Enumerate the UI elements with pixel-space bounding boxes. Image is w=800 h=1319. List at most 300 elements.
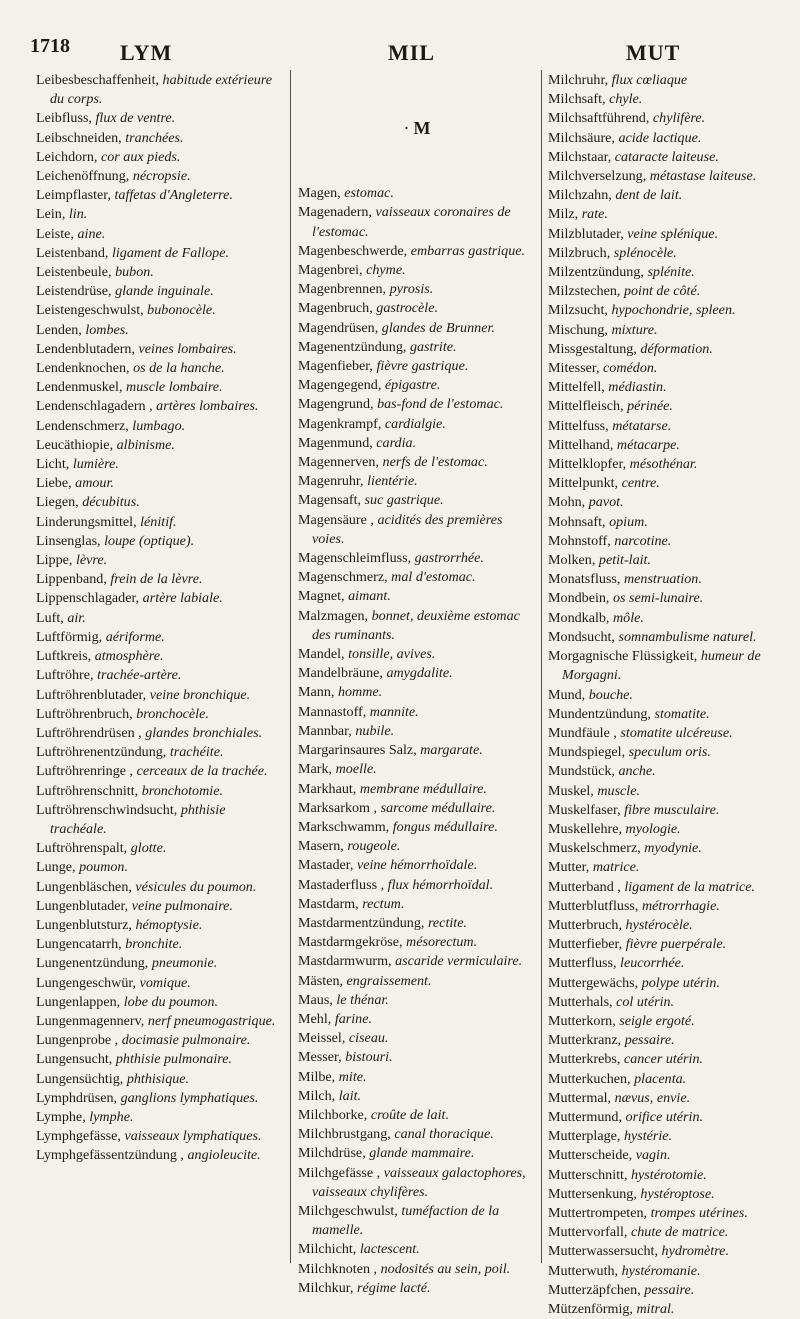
entry-term: Magenbrennen, [298,281,387,298]
entry-term: Mastdarmwurm, [298,953,392,970]
entry-term: Marksarkom , [298,799,378,816]
entry-definition: atmosphère. [94,648,164,665]
entry-term: Mutterscheide, [548,1147,633,1164]
dictionary-entry [298,453,536,472]
column-divider [541,70,542,1263]
entry-term: Milzstechen, [548,283,621,300]
entry-term: Leibschneiden, [36,129,122,146]
entry-term: Mohnsaft, [548,513,606,530]
entry-definition: os semi-lunaire. [613,590,704,607]
entry-definition: homme. [337,684,383,701]
entry-definition: acidités des premières voies. [312,511,503,547]
entry-definition: épigastre. [384,377,441,394]
dictionary-entry [548,820,788,839]
entry-term: Leistendrüse, [36,283,112,300]
entry-term: Leistengeschwulst, [36,302,144,319]
dictionary-entry [548,167,788,186]
entry-term: Morgagnische Flüssigkeit, [548,648,698,665]
dictionary-entry [548,628,788,647]
dictionary-entry [298,587,536,606]
dictionary-entry [298,703,536,722]
entry-definition: comédon. [603,360,658,377]
entry-definition: glande mammaire. [369,1145,475,1162]
entry-definition: canal thoracique. [394,1126,494,1143]
entry-term: Lein, [36,206,66,223]
entry-term: Mutterkuchen, [548,1070,631,1087]
dictionary-entry [36,436,284,455]
dictionary-entry [548,686,788,705]
dictionary-entry [36,878,284,897]
entry-definition: fièvre puerpérale. [625,936,727,953]
dictionary-entry [36,321,284,340]
entry-term: Mandelbräune, [298,665,383,682]
entry-term: Magenruhr, [298,473,364,490]
entry-term: Mittelfell, [548,379,605,396]
entry-definition: mésothénar. [629,456,698,473]
entry-definition: chyle. [609,91,643,108]
dictionary-entry [298,645,536,664]
entry-term: Markschwamm, [298,818,390,835]
entry-definition: trompes utérines. [650,1204,748,1221]
entry-term: Milchdrüse, [298,1145,366,1162]
dictionary-entry [548,993,788,1012]
entry-definition: lactescent. [359,1241,420,1258]
entry-term: Leichenöffnung, [36,168,130,185]
dictionary-entry [548,417,788,436]
dictionary-entry [36,705,284,724]
entry-definition: métrorrhagie. [641,897,720,914]
entry-definition: bouche. [588,686,633,703]
dictionary-entry [548,129,788,148]
entry-term: Lippe, [36,552,73,569]
entry-definition: embarras gastrique. [410,242,526,259]
entry-definition: lymphe. [89,1108,134,1125]
entry-term: Mastader, [298,857,354,874]
entry-term: Leimpflaster, [36,187,111,204]
entry-term: Markhaut, [298,780,357,797]
entry-term: Muttertrompeten, [548,1204,648,1221]
column-right [548,71,788,1319]
entry-term: Mittelfleisch, [548,398,624,415]
entry-definition: ligament de Fallope. [111,244,229,261]
entry-definition: veine splénique. [627,225,719,242]
entry-definition: bronchite. [125,936,183,953]
dictionary-entry [548,801,788,820]
running-head-left: LYM [120,40,173,65]
entry-term: Milchgefässe , [298,1164,381,1181]
dictionary-entry [298,933,536,952]
entry-term: Mutterwassersucht, [548,1243,658,1260]
dictionary-entry [548,647,788,685]
dictionary-entry [298,818,536,837]
entry-definition: nerfs de l'estomac. [382,454,488,471]
entry-definition: mal d'estomac. [391,569,476,586]
entry-definition: seigle ergoté. [619,1012,695,1029]
entry-term: Lungencatarrh, [36,936,122,953]
dictionary-entry [548,839,788,858]
dictionary-entry [548,762,788,781]
entry-term: Milchknoten , [298,1260,378,1277]
entry-definition: cardia. [376,434,417,451]
dictionary-entry [298,184,536,203]
entry-definition: gastrocèle. [376,300,438,317]
entry-definition: hydromètre. [661,1243,729,1260]
dictionary-entry [36,1146,284,1165]
column-left [36,71,284,1166]
entry-term: Lendenschmerz, [36,417,129,434]
entry-term: Mundentzündung, [548,705,651,722]
entry-definition: acide lactique. [618,129,702,146]
dictionary-entry [298,1125,536,1144]
dictionary-entry [36,263,284,282]
dictionary-entry [548,109,788,128]
entry-term: Lymphgefässentzündung , [36,1147,184,1164]
page-number: 1718 [30,35,70,57]
entry-term: Messer, [298,1049,342,1066]
entry-term: Milbe, [298,1068,336,1085]
entry-definition: cancer utérin. [623,1051,704,1068]
entry-term: Milchverselzung, [548,168,647,185]
dictionary-entry [36,1127,284,1146]
column-middle [298,71,536,1298]
dictionary-entry [548,1108,788,1127]
entry-definition: lait. [338,1087,362,1104]
entry-term: Milchruhr, [548,72,609,88]
entry-term: Milchbrustgang, [298,1126,391,1143]
entry-definition: os de la hanche. [133,360,225,377]
entry-definition: môle. [613,609,644,626]
entry-definition: vagin. [635,1147,671,1164]
entry-definition: sarcome médullaire. [380,799,496,816]
entry-definition: mitral. [636,1301,675,1317]
dictionary-entry [548,878,788,897]
entry-term: Mittelpunkt, [548,475,619,492]
dictionary-entry [548,71,788,90]
entry-term: Milchborke, [298,1106,368,1123]
dictionary-entry [298,1029,536,1048]
entry-definition: glande inguinale. [115,283,214,300]
dictionary-entry [36,455,284,474]
dictionary-entry [298,511,536,549]
entry-definition: lombes. [85,321,129,338]
dictionary-entry [36,129,284,148]
entry-definition: lumbago. [132,417,186,434]
entry-term: Liegen, [36,494,79,511]
entry-definition: cataracte laiteuse. [614,148,719,165]
entry-definition: aériforme. [105,628,165,645]
entry-term: Mitesser, [548,360,600,377]
entry-definition: farine. [334,1010,373,1027]
entry-term: Muttervorfall, [548,1224,628,1241]
entry-term: Magenbrei, [298,262,363,279]
dictionary-entry [548,455,788,474]
dictionary-entry [548,1204,788,1223]
dictionary-entry [548,1281,788,1300]
entry-term: Licht, [36,456,70,473]
entry-definition: splénocèle. [613,244,677,261]
entry-term: Masern, [298,838,344,855]
entry-definition: polype utérin. [641,974,720,991]
entry-definition: vaisseaux lymphatiques. [124,1128,262,1145]
entry-definition: médiastin. [608,379,667,396]
dictionary-entry [298,299,536,318]
entry-definition: veine hémorrhoïdale. [356,857,478,874]
entry-definition: air. [67,609,86,626]
dictionary-entry [298,1010,536,1029]
entry-term: Milchsaft, [548,91,606,108]
dictionary-entry [548,1262,788,1281]
entry-term: Luft, [36,609,64,626]
entry-term: Luftkreis, [36,648,92,665]
entry-definition: mixture. [611,321,658,338]
entry-term: Muskelfaser, [548,801,621,818]
entry-term: Magenentzündung, [298,338,407,355]
entry-term: Leistenbeule, [36,264,112,281]
dictionary-entry [36,109,284,128]
entry-term: Milchzahn, [548,187,612,204]
entry-term: Mund, [548,686,586,703]
entry-definition: nubile. [355,722,395,739]
entry-definition: cor aux pieds. [100,148,181,165]
entry-definition: veines lombaires. [138,340,237,357]
dictionary-entry [298,1260,536,1279]
entry-definition: nerf pneumogastrique. [147,1012,276,1029]
entry-term: Luftröhrenbruch, [36,705,133,722]
entry-term: Mohn, [548,494,586,511]
dictionary-entry [298,1144,536,1163]
entry-definition: fongus médullaire. [392,818,498,835]
entry-term: Mundfäule , [548,724,617,741]
entry-term: Lungensüchtig, [36,1070,124,1087]
dictionary-entry [36,186,284,205]
entry-definition: nécropsie. [132,168,191,185]
entry-definition: mésorectum. [406,934,478,951]
dictionary-entry [36,858,284,877]
entry-definition: tonsille, avives. [348,646,436,663]
entry-term: Milch, [298,1087,336,1104]
entry-term: Maus, [298,991,333,1008]
entry-term: Leibfluss, [36,110,92,127]
dictionary-entry [548,1127,788,1146]
dictionary-entry [548,1166,788,1185]
dictionary-entry [548,1185,788,1204]
entry-definition: régime lacté. [356,1279,431,1296]
dictionary-entry [298,242,536,261]
entry-term: Mittelhand, [548,436,614,453]
entry-term: Molken, [548,552,596,569]
entry-definition: aimant. [348,588,391,605]
entry-definition: flux cœliaque [611,72,688,88]
entry-term: Muttermal, [548,1089,612,1106]
entry-definition: margarate. [420,742,483,759]
entry-term: Mastdarmgekröse, [298,934,403,951]
dictionary-entry [548,513,788,532]
dictionary-entry [548,1300,788,1319]
dictionary-entry [36,551,284,570]
dictionary-entry [298,395,536,414]
entry-definition: pessaire. [624,1032,675,1049]
entry-definition: rectite. [427,914,467,931]
entry-term: Milchicht, [298,1241,357,1258]
entry-definition: tranchées. [125,129,184,146]
dictionary-entry [298,568,536,587]
entry-definition: glandes bronchiales. [145,724,263,741]
dictionary-entry [36,743,284,762]
entry-definition: nodosités au sein, poil. [380,1260,511,1277]
entry-term: Luftröhrendrüsen , [36,724,142,741]
dictionary-entry [548,436,788,455]
entry-definition: engraissement. [346,972,432,989]
entry-definition: lobe du poumon. [123,993,219,1010]
entry-term: Lungenblutader, [36,897,129,914]
dictionary-entry [548,186,788,205]
entry-term: Mundstück, [548,763,615,780]
entry-term: Mehl, [298,1010,332,1027]
dictionary-entry [548,743,788,762]
entry-definition: stomatite. [654,705,710,722]
entry-definition: trachée-artère. [97,667,182,684]
entry-term: Magengegend, [298,377,382,394]
dictionary-entry [298,1279,536,1298]
entry-term: Lungenlappen, [36,993,121,1010]
entry-term: Mutterschnitt, [548,1166,628,1183]
dictionary-entry [298,1048,536,1067]
dictionary-entry [36,686,284,705]
running-head-right: MUT [626,40,681,65]
entry-term: Milzblutader, [548,225,624,242]
entry-definition: membrane médullaire. [359,780,487,797]
entry-definition: muscle lombaire. [126,379,223,396]
entry-definition: cardialgie. [384,415,446,432]
entry-term: Muskel, [548,782,594,799]
entry-definition: dent de lait. [615,187,683,204]
dictionary-entry [298,1068,536,1087]
entry-definition: hystérotomie. [631,1166,707,1183]
entry-definition: bubonocèle. [147,302,216,319]
dictionary-entry [36,724,284,743]
entry-definition: lèvre. [75,552,108,569]
entry-term: Magenmund, [298,434,373,451]
entry-term: Leucäthiopie, [36,436,114,453]
entry-definition: lumière. [72,456,119,473]
entry-term: Mannbar, [298,722,352,739]
entry-term: Mutterbruch, [548,916,622,933]
entry-term: Leiste, [36,225,74,242]
entry-term: Magengrund, [298,396,374,413]
dictionary-entry [298,549,536,568]
dictionary-entry [36,359,284,378]
entry-term: Milchgeschwulst, [298,1202,398,1219]
dictionary-entry [548,1031,788,1050]
entry-term: Lungengeschwür, [36,974,137,991]
entry-term: Luftröhrenspalt, [36,840,128,857]
entry-term: Milchkur, [298,1279,354,1296]
dictionary-entry [298,434,536,453]
column-divider [290,70,291,1263]
dictionary-entry [548,378,788,397]
entry-definition: humeur de Morgagni. [562,648,761,684]
dictionary-entry [36,1012,284,1031]
entry-term: Magnet, [298,588,345,605]
entry-definition: pneumonie. [151,955,218,972]
entry-term: Mützenförmig, [548,1301,633,1317]
dictionary-entry [298,914,536,933]
entry-term: Lungenmagennerv, [36,1012,145,1029]
dictionary-entry [298,760,536,779]
entry-term: Mittelklopfer, [548,456,627,473]
entry-definition: orifice utérin. [625,1108,704,1125]
dictionary-entry [36,301,284,320]
entry-term: Lymphe, [36,1108,86,1125]
entry-definition: pyrosis. [389,281,434,298]
dictionary-entry [298,683,536,702]
dictionary-entry [36,1031,284,1050]
entry-definition: matrice. [592,859,640,876]
entry-definition: bonnet, deuxième estomac des ruminants. [312,607,520,643]
entry-definition: chylifère. [652,110,706,127]
dictionary-entry [298,261,536,280]
entry-term: Mutterhals, [548,993,613,1010]
entry-definition: poumon. [79,859,128,876]
dictionary-entry [36,762,284,781]
entry-definition: bronchocèle. [136,705,209,722]
entry-term: Missgestaltung, [548,340,637,357]
dictionary-entry [36,1089,284,1108]
entry-definition: hystérocèle. [625,916,693,933]
dictionary-entry [36,1070,284,1089]
entry-definition: placenta. [634,1070,687,1087]
dictionary-entry [298,856,536,875]
entry-definition: hystéromanie. [621,1262,701,1279]
entry-term: Mondkalb, [548,609,610,626]
entry-definition: narcotine. [614,532,672,549]
dictionary-entry [36,954,284,973]
entry-term: Luftförmig, [36,628,103,645]
entry-definition: petit-lait. [598,552,651,569]
entry-term: Magensäure , [298,511,374,528]
entry-definition: hypochondrie, spleen. [611,302,736,319]
entry-definition: menstruation. [623,571,702,588]
dictionary-entry [548,935,788,954]
dictionary-entry [298,991,536,1010]
entry-term: Mischung, [548,321,608,338]
entry-term: Lymphgefässe, [36,1128,121,1145]
entry-definition: speculum oris. [628,744,711,761]
dictionary-entry [298,1202,536,1240]
entry-definition: décubitus. [82,494,140,511]
dictionary-entry [36,916,284,935]
entry-term: Mannastoff, [298,703,367,720]
dictionary-entry [298,319,536,338]
dictionary-entry [548,225,788,244]
entry-definition: nævus, envie. [614,1089,691,1106]
entry-definition: loupe (optique). [104,532,195,549]
dictionary-entry [36,493,284,512]
dictionary-entry [36,244,284,263]
dictionary-entry [36,839,284,858]
dictionary-entry [548,724,788,743]
entry-term: Mann, [298,684,335,701]
entry-definition: opium. [609,513,648,530]
entry-definition: ligament de la matrice. [624,878,756,895]
dictionary-entry [36,589,284,608]
entry-definition: le thénar. [336,991,389,1008]
entry-definition: pavot. [588,494,624,511]
dictionary-entry [548,916,788,935]
dictionary-entry [298,357,536,376]
entry-definition: somnambulisme naturel. [618,628,757,645]
entry-term: Mutterwuth, [548,1262,619,1279]
